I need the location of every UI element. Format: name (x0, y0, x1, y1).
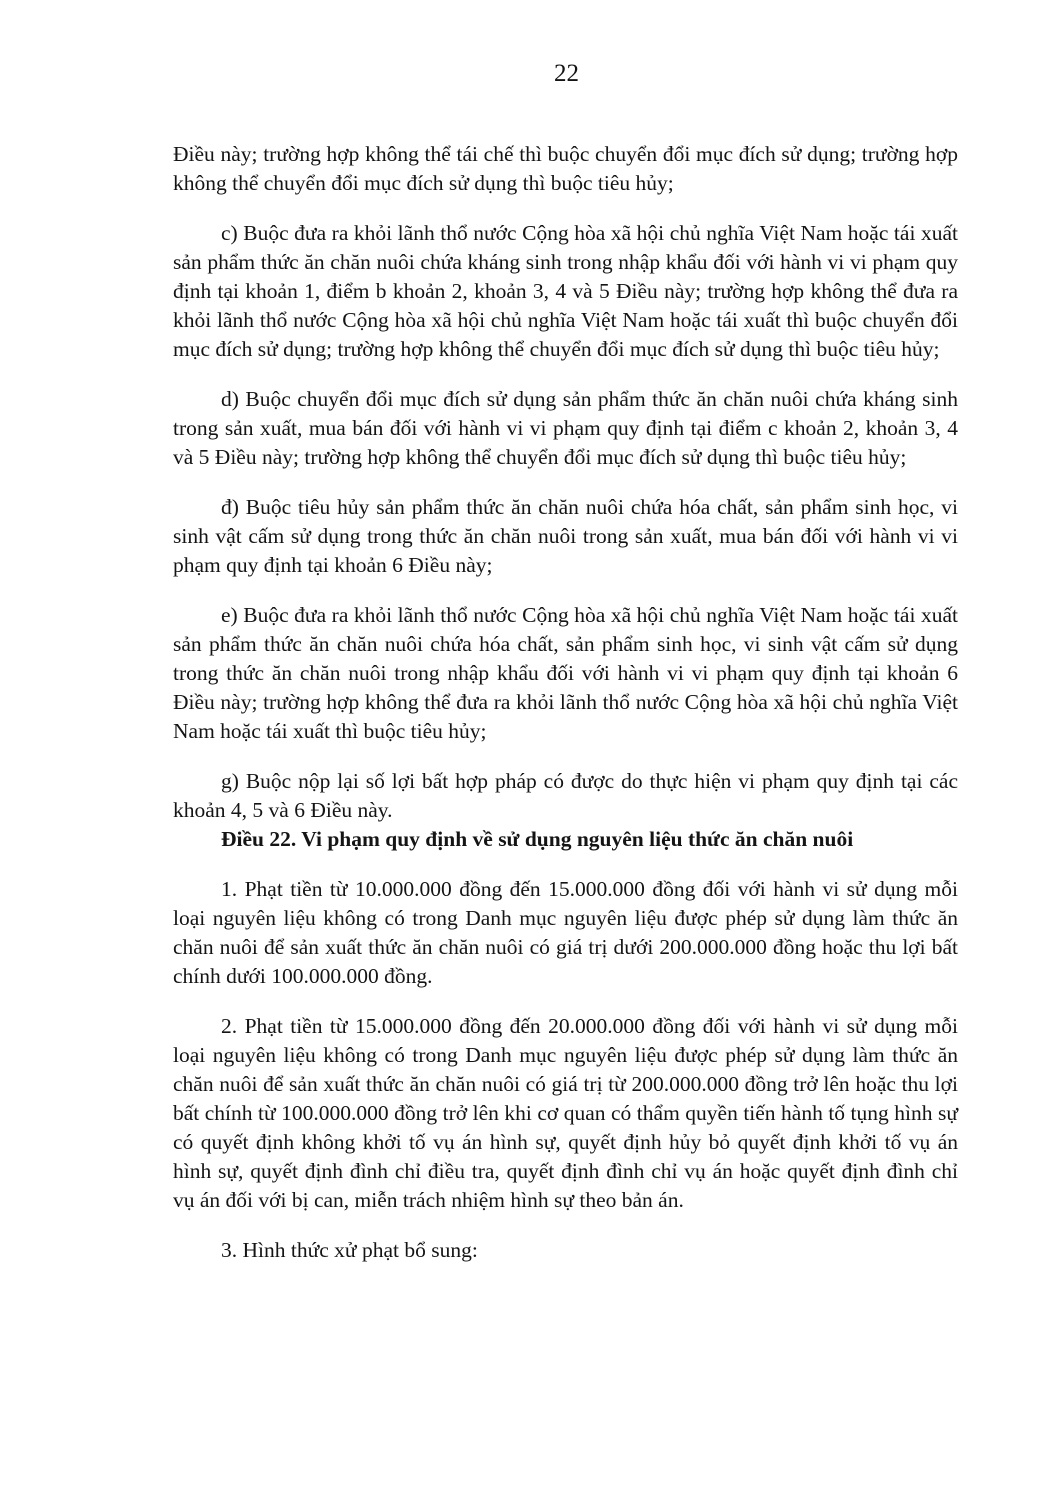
paragraph-point-g: g) Buộc nộp lại số lợi bất hợp pháp có được do thực hiện vi phạm quy định tại các khoản 4, 5 và 6 Điều này. (173, 769, 958, 822)
document-body (173, 140, 958, 1265)
article-heading: Điều 22. Vi phạm quy định về sử dụng nguyên liệu thức ăn chăn nuôi (221, 827, 854, 851)
paragraph-point-c: c) Buộc đưa ra khỏi lãnh thổ nước Cộng hòa xã hội chủ nghĩa Việt Nam hoặc tái xuất sản phẩm thức ăn chăn nuôi chứa kháng sinh trong nhập khẩu đối với hành vi vi phạm quy định tại khoản 1, điểm b khoản 2, khoản 3, 4 và 5 Điều này; trường hợp không thể đưa ra khỏi lãnh thổ nước Cộng hòa xã hội chủ nghĩa Việt Nam hoặc tái xuất thì buộc chuyển đổi mục đích sử dụng; trường hợp không thể chuyển đổi mục đích sử dụng thì buộc tiêu hủy; (173, 221, 958, 361)
paragraph-clause-2: 2. Phạt tiền từ 15.000.000 đồng đến 20.000.000 đồng đối với hành vi sử dụng mỗi loại nguyên liệu không có trong Danh mục nguyên liệu được phép sử dụng làm thức ăn chăn nuôi để sản xuất thức ăn chăn nuôi có giá trị từ 200.000.000 đồng trở lên hoặc thu lợi bất chính từ 100.000.000 đồng trở lên khi cơ quan có thẩm quyền tiến hành tố tụng hình sự có quyết định không khởi tố vụ án hình sự, quyết định hủy bỏ quyết định khởi tố vụ án hình sự, quyết định đình chỉ điều tra, quyết định đình chỉ vụ án hoặc quyết định đình chỉ vụ án đối với bị can, miễn trách nhiệm hình sự theo bản án. (173, 1014, 958, 1212)
paragraph-point-dd: đ) Buộc tiêu hủy sản phẩm thức ăn chăn nuôi chứa hóa chất, sản phẩm sinh học, vi sinh vật cấm sử dụng trong thức ăn chăn nuôi trong sản xuất, mua bán đối với hành vi vi phạm quy định tại khoản 6 Điều này; (173, 495, 958, 577)
paragraph-point-e: e) Buộc đưa ra khỏi lãnh thổ nước Cộng hòa xã hội chủ nghĩa Việt Nam hoặc tái xuất sản phẩm thức ăn chăn nuôi chứa hóa chất, sản phẩm sinh học, vi sinh vật cấm sử dụng trong thức ăn chăn nuôi trong nhập khẩu đối với hành vi vi phạm quy định tại khoản 6 Điều này; trường hợp không thể đưa ra khỏi lãnh thổ nước Cộng hòa xã hội chủ nghĩa Việt Nam hoặc tái xuất thì buộc tiêu hủy; (173, 603, 958, 743)
paragraph-clause-1: 1. Phạt tiền từ 10.000.000 đồng đến 15.000.000 đồng đối với hành vi sử dụng mỗi loại nguyên liệu không có trong Danh mục nguyên liệu được phép sử dụng làm thức ăn chăn nuôi để sản xuất thức ăn chăn nuôi có giá trị dưới 200.000.000 đồng hoặc thu lợi bất chính dưới 100.000.000 đồng. (173, 877, 958, 988)
page-number: 22 (554, 60, 579, 87)
paragraph-continuation: Điều này; trường hợp không thể tái chế thì buộc chuyển đổi mục đích sử dụng; trường hợp không thể chuyển đổi mục đích sử dụng thì buộc tiêu hủy; (173, 142, 958, 195)
paragraph-point-d: d) Buộc chuyển đổi mục đích sử dụng sản phẩm thức ăn chăn nuôi chứa kháng sinh trong sản xuất, mua bán đối với hành vi vi phạm quy định tại điểm c khoản 2, khoản 3, 4 và 5 Điều này; trường hợp không thể chuyển đổi mục đích sử dụng thì buộc tiêu hủy; (173, 387, 958, 469)
paragraph-clause-3: 3. Hình thức xử phạt bổ sung: (221, 1238, 478, 1262)
